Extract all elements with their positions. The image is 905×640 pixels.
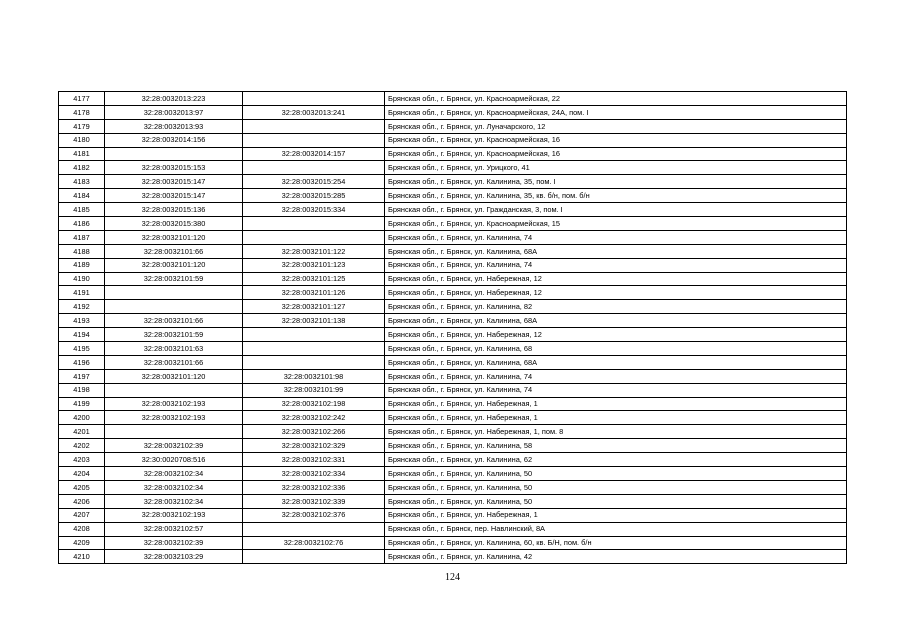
row-number-cell: 4209 [59,536,105,550]
premises-cadastral-number-cell: 32:28:0032101:126 [243,286,385,300]
cadastral-number-cell [105,383,243,397]
premises-cadastral-number-cell [243,161,385,175]
row-number-cell: 4187 [59,230,105,244]
row-number-cell: 4189 [59,258,105,272]
table-row [59,439,847,453]
address-cell: Брянская обл., г. Брянск, ул. Набережная, 1 [385,397,847,411]
address-cell: Брянская обл., г. Брянск, ул. Калинина, 68 [385,342,847,356]
premises-cadastral-number-cell: 32:28:0032101:123 [243,258,385,272]
address-cell: Брянская обл., г. Брянск, ул. Набережная, 12 [385,328,847,342]
premises-cadastral-number-cell: 32:28:0032102:329 [243,439,385,453]
address-cell: Брянская обл., г. Брянск, ул. Калинина, 74 [385,383,847,397]
premises-cadastral-number-cell [243,328,385,342]
row-number-cell: 4190 [59,272,105,286]
row-number-cell: 4207 [59,508,105,522]
cadastral-number-cell [105,300,243,314]
cadastral-number-cell: 32:28:0032102:39 [105,439,243,453]
row-number-cell: 4197 [59,369,105,383]
row-number-cell: 4194 [59,328,105,342]
premises-cadastral-number-cell: 32:28:0032101:125 [243,272,385,286]
table-row [59,550,847,564]
premises-cadastral-number-cell [243,355,385,369]
row-number-cell: 4183 [59,175,105,189]
table-row [59,369,847,383]
table-row [59,133,847,147]
property-registry-table [58,91,847,564]
row-number-cell: 4188 [59,244,105,258]
row-number-cell: 4191 [59,286,105,300]
table-row [59,272,847,286]
premises-cadastral-number-cell: 32:28:0032101:122 [243,244,385,258]
cadastral-number-cell [105,425,243,439]
address-cell: Брянская обл., г. Брянск, ул. Калинина, 68А [385,244,847,258]
cadastral-number-cell: 32:28:0032101:66 [105,244,243,258]
premises-cadastral-number-cell: 32:28:0032102:76 [243,536,385,550]
cadastral-number-cell: 32:28:0032103:29 [105,550,243,564]
premises-cadastral-number-cell [243,119,385,133]
address-cell: Брянская обл., г. Брянск, пер. Навлинский, 8А [385,522,847,536]
premises-cadastral-number-cell [243,133,385,147]
row-number-cell: 4210 [59,550,105,564]
address-cell: Брянская обл., г. Брянск, ул. Набережная, 1 [385,508,847,522]
address-cell: Брянская обл., г. Брянск, ул. Калинина, 35, пом. I [385,175,847,189]
table-row [59,119,847,133]
table-row [59,300,847,314]
table-row [59,230,847,244]
row-number-cell: 4199 [59,397,105,411]
table-row [59,494,847,508]
row-number-cell: 4179 [59,119,105,133]
table-row [59,147,847,161]
cadastral-number-cell: 32:28:0032101:66 [105,355,243,369]
table-row [59,286,847,300]
address-cell: Брянская обл., г. Брянск, ул. Калинина, 74 [385,258,847,272]
address-cell: Брянская обл., г. Брянск, ул. Луначарского, 12 [385,119,847,133]
row-number-cell: 4193 [59,314,105,328]
address-cell: Брянская обл., г. Брянск, ул. Калинина, 74 [385,369,847,383]
row-number-cell: 4198 [59,383,105,397]
address-cell: Брянская обл., г. Брянск, ул. Калинина, 68А [385,355,847,369]
row-number-cell: 4203 [59,453,105,467]
row-number-cell: 4182 [59,161,105,175]
table-row [59,175,847,189]
table-row [59,328,847,342]
premises-cadastral-number-cell: 32:28:0032014:157 [243,147,385,161]
address-cell: Брянская обл., г. Брянск, ул. Красноармейская, 24А, пом. I [385,105,847,119]
row-number-cell: 4200 [59,411,105,425]
address-cell: Брянская обл., г. Брянск, ул. Калинина, 82 [385,300,847,314]
table-row [59,383,847,397]
premises-cadastral-number-cell [243,92,385,106]
table-row [59,189,847,203]
row-number-cell: 4178 [59,105,105,119]
table-row [59,536,847,550]
premises-cadastral-number-cell: 32:28:0032101:138 [243,314,385,328]
address-cell: Брянская обл., г. Брянск, ул. Урицкого, 41 [385,161,847,175]
page-number: 124 [445,572,460,583]
premises-cadastral-number-cell [243,342,385,356]
row-number-cell: 4180 [59,133,105,147]
table-row [59,411,847,425]
premises-cadastral-number-cell [243,230,385,244]
row-number-cell: 4204 [59,467,105,481]
table-row [59,453,847,467]
address-cell: Брянская обл., г. Брянск, ул. Калинина, 50 [385,494,847,508]
address-cell: Брянская обл., г. Брянск, ул. Гражданская, 3, пом. I [385,203,847,217]
address-cell: Брянская обл., г. Брянск, ул. Калинина, 42 [385,550,847,564]
premises-cadastral-number-cell: 32:28:0032101:98 [243,369,385,383]
premises-cadastral-number-cell: 32:28:0032102:331 [243,453,385,467]
address-cell: Брянская обл., г. Брянск, ул. Красноармейская, 22 [385,92,847,106]
row-number-cell: 4195 [59,342,105,356]
premises-cadastral-number-cell: 32:28:0032102:376 [243,508,385,522]
table-row [59,161,847,175]
address-cell: Брянская обл., г. Брянск, ул. Красноармейская, 15 [385,217,847,231]
row-number-cell: 4196 [59,355,105,369]
address-cell: Брянская обл., г. Брянск, ул. Калинина, 35, кв. б/н, пом. б/н [385,189,847,203]
address-cell: Брянская обл., г. Брянск, ул. Набережная, 12 [385,272,847,286]
cadastral-number-cell: 32:28:0032013:93 [105,119,243,133]
table-row [59,244,847,258]
premises-cadastral-number-cell [243,550,385,564]
table-row [59,342,847,356]
cadastral-number-cell [105,286,243,300]
cadastral-number-cell: 32:28:0032102:34 [105,480,243,494]
row-number-cell: 4177 [59,92,105,106]
premises-cadastral-number-cell: 32:28:0032015:334 [243,203,385,217]
premises-cadastral-number-cell [243,522,385,536]
table-row [59,314,847,328]
premises-cadastral-number-cell: 32:28:0032015:285 [243,189,385,203]
cadastral-number-cell: 32:28:0032101:120 [105,258,243,272]
table-row [59,508,847,522]
address-cell: Брянская обл., г. Брянск, ул. Набережная, 12 [385,286,847,300]
table-row [59,480,847,494]
table-row [59,217,847,231]
address-cell: Брянская обл., г. Брянск, ул. Калинина, 62 [385,453,847,467]
premises-cadastral-number-cell: 32:28:0032102:334 [243,467,385,481]
premises-cadastral-number-cell: 32:28:0032015:254 [243,175,385,189]
address-cell: Брянская обл., г. Брянск, ул. Калинина, 60, кв. Б/Н, пом. б/н [385,536,847,550]
cadastral-number-cell: 32:28:0032102:193 [105,397,243,411]
address-cell: Брянская обл., г. Брянск, ул. Калинина, 58 [385,439,847,453]
cadastral-number-cell: 32:28:0032102:34 [105,467,243,481]
cadastral-number-cell: 32:28:0032102:57 [105,522,243,536]
premises-cadastral-number-cell: 32:28:0032102:339 [243,494,385,508]
address-cell: Брянская обл., г. Брянск, ул. Калинина, 68А [385,314,847,328]
cadastral-number-cell: 32:28:0032101:63 [105,342,243,356]
row-number-cell: 4181 [59,147,105,161]
row-number-cell: 4202 [59,439,105,453]
cadastral-number-cell: 32:28:0032015:147 [105,189,243,203]
cadastral-number-cell [105,147,243,161]
address-cell: Брянская обл., г. Брянск, ул. Красноармейская, 16 [385,133,847,147]
table-row [59,105,847,119]
cadastral-number-cell: 32:28:0032101:120 [105,369,243,383]
table-row [59,425,847,439]
premises-cadastral-number-cell [243,217,385,231]
cadastral-number-cell: 32:28:0032101:59 [105,272,243,286]
premises-cadastral-number-cell: 32:28:0032102:336 [243,480,385,494]
cadastral-number-cell: 32:28:0032013:97 [105,105,243,119]
address-cell: Брянская обл., г. Брянск, ул. Калинина, 50 [385,480,847,494]
cadastral-number-cell: 32:28:0032102:193 [105,508,243,522]
cadastral-number-cell: 32:28:0032015:147 [105,175,243,189]
premises-cadastral-number-cell: 32:28:0032102:266 [243,425,385,439]
cadastral-number-cell: 32:30:0020708:516 [105,453,243,467]
table-row [59,203,847,217]
row-number-cell: 4186 [59,217,105,231]
table-row [59,397,847,411]
table-body [59,92,847,564]
table-row [59,258,847,272]
table-row [59,92,847,106]
address-cell: Брянская обл., г. Брянск, ул. Калинина, 50 [385,467,847,481]
cadastral-number-cell: 32:28:0032102:39 [105,536,243,550]
row-number-cell: 4185 [59,203,105,217]
table-row [59,467,847,481]
address-cell: Брянская обл., г. Брянск, ул. Набережная, 1, пом. 8 [385,425,847,439]
premises-cadastral-number-cell: 32:28:0032102:242 [243,411,385,425]
row-number-cell: 4206 [59,494,105,508]
row-number-cell: 4184 [59,189,105,203]
table-row [59,522,847,536]
row-number-cell: 4205 [59,480,105,494]
cadastral-number-cell: 32:28:0032015:136 [105,203,243,217]
address-cell: Брянская обл., г. Брянск, ул. Красноармейская, 16 [385,147,847,161]
premises-cadastral-number-cell: 32:28:0032013:241 [243,105,385,119]
address-cell: Брянская обл., г. Брянск, ул. Набережная, 1 [385,411,847,425]
cadastral-number-cell: 32:28:0032101:59 [105,328,243,342]
table-row [59,355,847,369]
cadastral-number-cell: 32:28:0032102:34 [105,494,243,508]
cadastral-number-cell: 32:28:0032101:66 [105,314,243,328]
address-cell: Брянская обл., г. Брянск, ул. Калинина, 74 [385,230,847,244]
row-number-cell: 4208 [59,522,105,536]
cadastral-number-cell: 32:28:0032101:120 [105,230,243,244]
row-number-cell: 4192 [59,300,105,314]
cadastral-number-cell: 32:28:0032015:153 [105,161,243,175]
cadastral-number-cell: 32:28:0032013:223 [105,92,243,106]
cadastral-number-cell: 32:28:0032014:156 [105,133,243,147]
cadastral-number-cell: 32:28:0032015:380 [105,217,243,231]
premises-cadastral-number-cell: 32:28:0032101:127 [243,300,385,314]
premises-cadastral-number-cell: 32:28:0032102:198 [243,397,385,411]
cadastral-number-cell: 32:28:0032102:193 [105,411,243,425]
row-number-cell: 4201 [59,425,105,439]
premises-cadastral-number-cell: 32:28:0032101:99 [243,383,385,397]
